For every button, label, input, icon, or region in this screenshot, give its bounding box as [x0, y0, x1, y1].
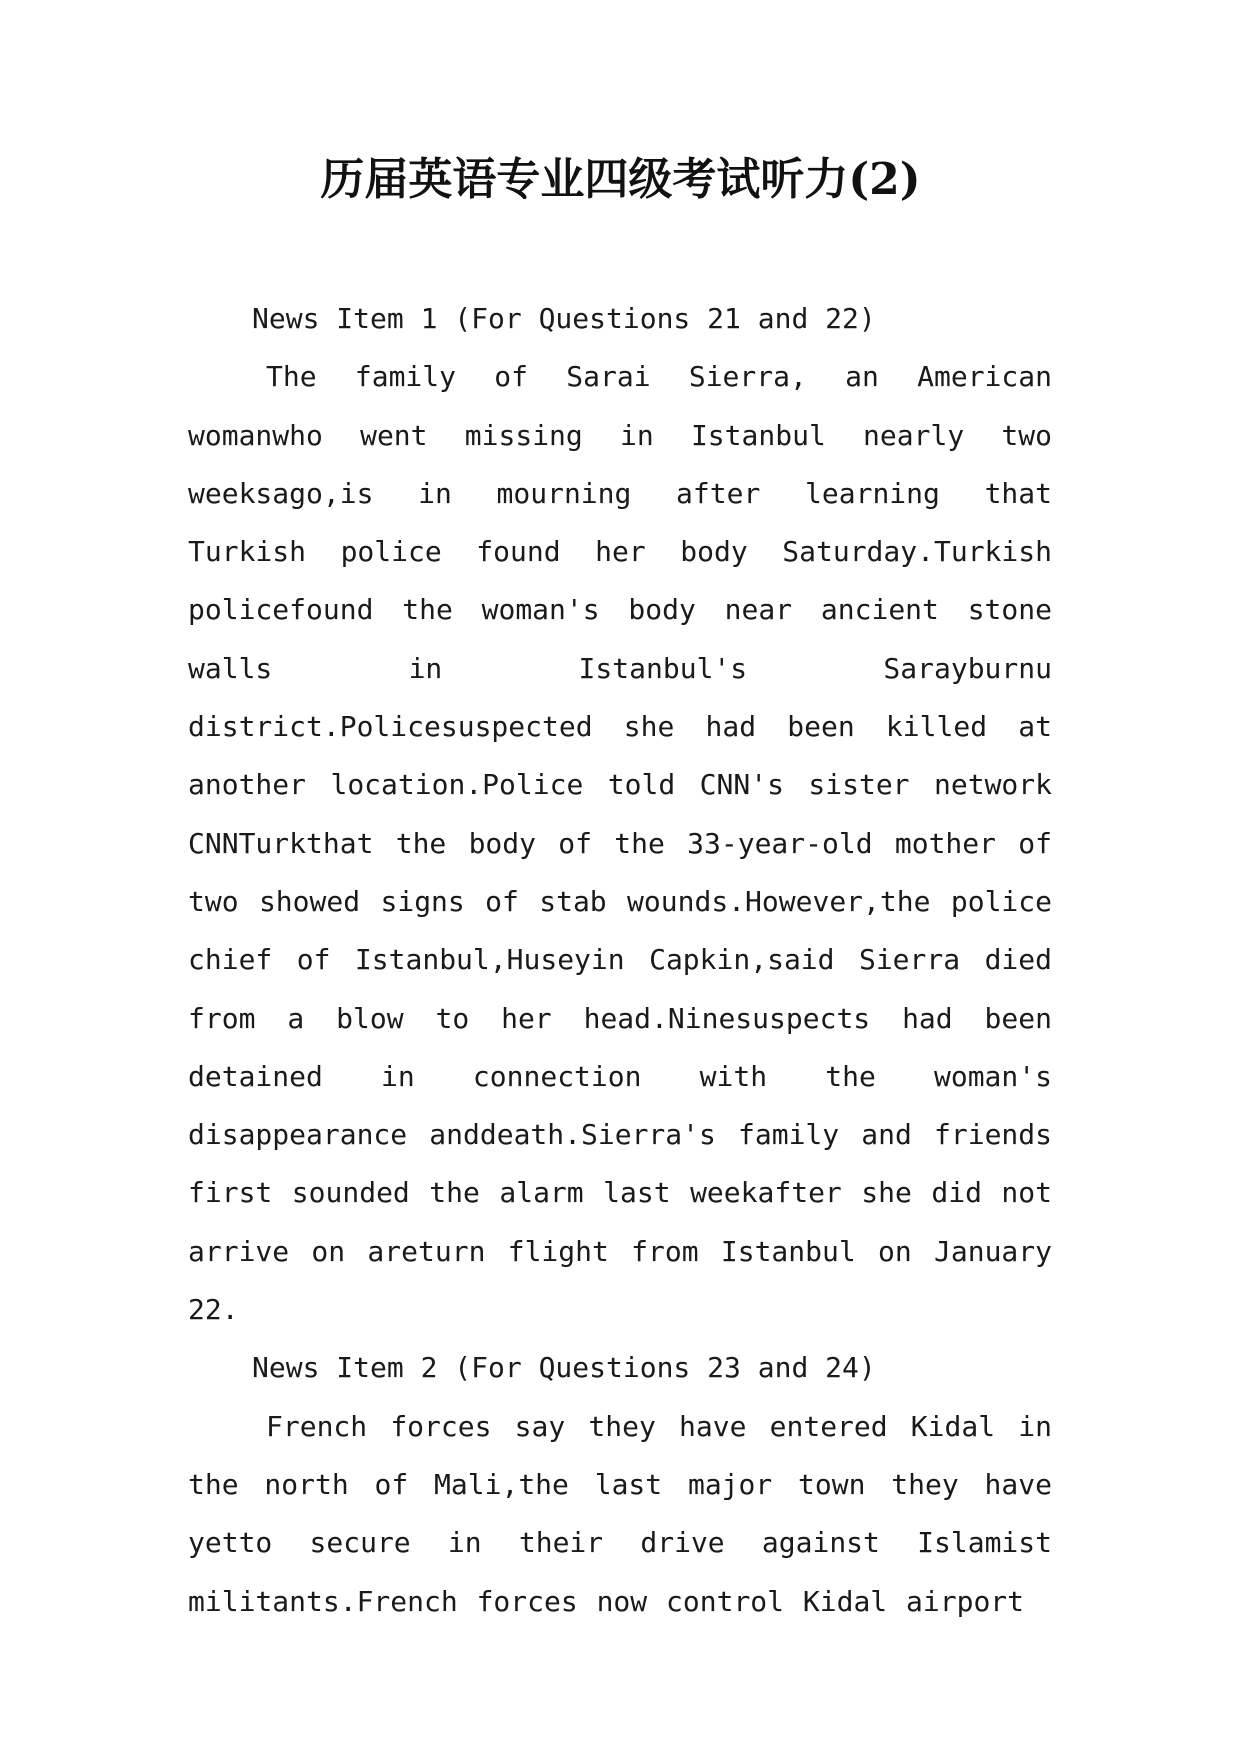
document-body	[188, 290, 1052, 1631]
news-item-2-paragraph: French forces say they have entered Kidal in the north of Mali,the last major town they have yetto secure in their drive against Islamist militants.French forces now control Kidal airport	[188, 1409, 1052, 1618]
news-item-1-heading: News Item 1 (For Questions 21 and 22)	[252, 302, 876, 335]
news-item-1-paragraph: The family of Sarai Sierra, an American womanwho went missing in Istanbul nearly two weeksago,is in mourning after learning that Turkish police found her body Saturday.Turkish policefound the woman's body near ancient stone walls in Istanbul's Sarayburnu district.Policesuspected she had been killed at another location.Police told CNN's sister network CNNTurkthat the body of the 33-year-old mother of two showed signs of stab wounds.However,the police chief of Istanbul,Huseyin Capkin,said Sierra died from a blow to her head.Ninesuspects had been detained in connection with the woman's disappearance anddeath.Sierra's family and friends first sounded the alarm last weekafter she did not arrive on areturn flight from Istanbul on January 22.	[188, 360, 1052, 1327]
page-title: 历届英语专业四级考试听力(2)	[320, 154, 921, 205]
news-item-2-heading: News Item 2 (For Questions 23 and 24)	[252, 1351, 876, 1385]
